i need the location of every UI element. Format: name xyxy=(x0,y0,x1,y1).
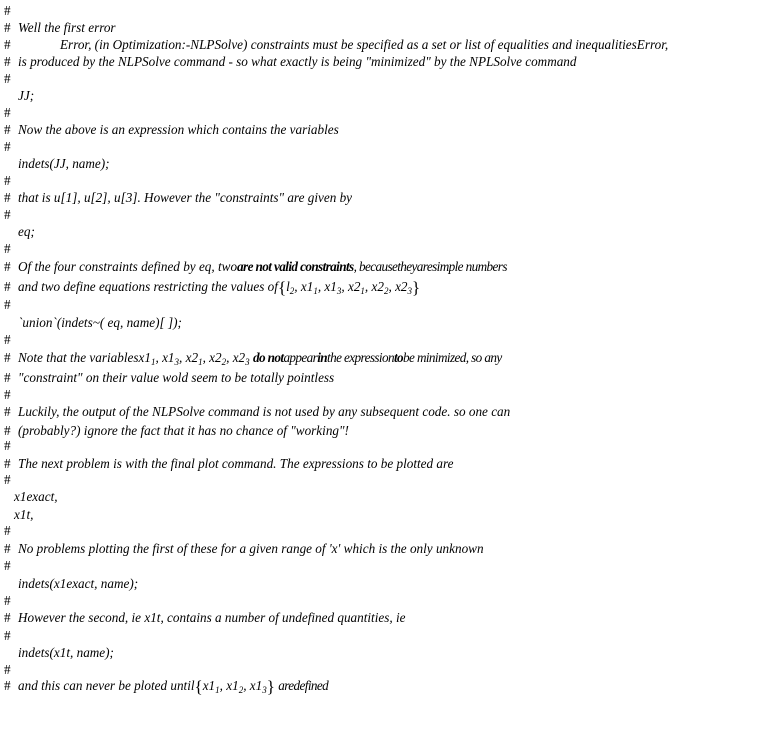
comment-text: Note that the $variablesx1_1$, $x1_3$, $x2_1$, $x2_2$, $x2_3$ do notappearinthe expressiontobe minimized, so any xyxy=(18,350,502,367)
hash-prompt: # xyxy=(4,541,11,556)
hash-prompt: # xyxy=(4,332,11,347)
math-set: {$x1_1$, $x1_2$, $x1_3$} xyxy=(194,677,275,696)
comment-text: (probably?) ignore the fact that it has no chance of "working"! xyxy=(18,423,349,438)
math-input: `union`(indets~( eq, name)[ ]); xyxy=(18,315,182,330)
hash-prompt: # xyxy=(4,259,11,274)
hash-prompt: # xyxy=(4,139,11,154)
comment-text: and two define equations restricting the values $of\{l_2$, $x1_1$, $x1_3$, $x2_1$, $x2_2$, $x2_3$} xyxy=(18,278,421,297)
variable-list: $x1_1$, $x1_3$, $x2_1$, $x2_2$, $x2_3$ xyxy=(138,350,250,367)
comment-text: No problems plotting the first of these for a given range of 'x' which is the only unknown xyxy=(18,541,484,556)
right-brace: } xyxy=(266,677,275,696)
bold-text: are not valid constraints xyxy=(237,259,354,274)
comment-text: The next problem is with the final plot command. The expressions to be plotted are xyxy=(18,456,454,471)
hash-prompt: # xyxy=(4,297,11,312)
hash-prompt: # xyxy=(4,662,11,677)
hash-prompt: # xyxy=(4,279,11,294)
math-input: indets(x1t, name); xyxy=(18,645,114,660)
hash-prompt: # xyxy=(4,423,11,438)
math-variable: $x2_1$ xyxy=(185,350,203,367)
hash-prompt: # xyxy=(4,190,11,205)
hash-prompt: # xyxy=(4,370,11,385)
left-brace: { xyxy=(277,278,287,297)
hash-prompt: # xyxy=(4,678,11,693)
hash-prompt: # xyxy=(4,105,11,120)
math-input: JJ; xyxy=(18,88,35,103)
error-message-text: Error, (in Optimization:-NLPSolve) constraints must be specified as a set or list of equalities and inequalitiesError, xyxy=(60,37,669,52)
comment-text: However the second, ie x1t, contains a number of undefined quantities, ie xyxy=(18,610,406,625)
hash-prompt: # xyxy=(4,207,11,222)
hash-prompt: # xyxy=(4,350,11,365)
hash-prompt: # xyxy=(4,456,11,471)
hash-prompt: # xyxy=(4,54,11,69)
hash-prompt: # xyxy=(4,37,11,52)
hash-prompt: # xyxy=(4,558,11,573)
comment-text: is produced by the NLPSolve command - so what exactly is being "minimized" by the NPLSolve command xyxy=(18,54,577,69)
set-item: $l_2$ xyxy=(286,279,295,296)
hash-prompt: # xyxy=(4,387,11,402)
set-item: $x2_3$ xyxy=(395,279,413,296)
math-variable: $x1_3$ xyxy=(162,350,180,367)
set-item: $x1_2$ xyxy=(226,678,244,695)
hash-prompt: # xyxy=(4,241,11,256)
math-input: x1exact, xyxy=(14,489,58,504)
comment-text-tail: be minimized, so any xyxy=(403,350,502,365)
comment-text: and this can never be ploted $until\{x1_1$, $x1_2$, $x1_3$} aredefined xyxy=(18,677,329,696)
comment-text: that is u[1], u[2], u[3]. However the "constraints" are given by xyxy=(18,190,353,205)
set-item: $x2_1$ xyxy=(347,279,365,296)
comment-text: Luckily, the output of the NLPSolve command is not used by any subsequent code. so one can xyxy=(18,404,511,419)
comment-text-part: appear xyxy=(283,350,318,365)
comment-text-tail: , becausetheyaresimple numbers xyxy=(353,259,507,274)
bold-text: to xyxy=(393,350,403,365)
set-item: $x1_1$ xyxy=(300,279,318,296)
math-input: indets(x1exact, name); xyxy=(18,576,139,591)
hash-prompt: # xyxy=(4,173,11,188)
set-item: $x2_2$ xyxy=(371,279,389,296)
hash-prompt: # xyxy=(4,472,11,487)
math-input: indets(JJ, name); xyxy=(18,156,110,171)
hash-prompt: # xyxy=(4,523,11,538)
comment-text: Well the first error xyxy=(18,20,116,35)
set-item: $x1_3$ xyxy=(249,678,267,695)
bold-text: do not xyxy=(252,350,284,365)
math-variable: $x2_2$ xyxy=(209,350,227,367)
set-item: $x1_3$ xyxy=(324,279,342,296)
comment-text-part: the expression xyxy=(327,350,394,365)
comment-text-tail: aredefined xyxy=(278,678,329,693)
hash-prompt: # xyxy=(4,628,11,643)
hash-prompt: # xyxy=(4,404,11,419)
math-variable: $x2_3$ xyxy=(232,350,250,367)
math-input: x1t, xyxy=(14,507,34,522)
hash-prompt: # xyxy=(4,20,11,35)
math-variable: $x1_1$ xyxy=(138,350,156,367)
comment-text: "constraint" on their value wold seem to be totally pointless xyxy=(18,370,335,385)
comment-text: Of the four constraints defined by eq, twoare not valid constraints, becausetheyaresimple numbers xyxy=(18,259,507,274)
math-input: eq; xyxy=(18,224,35,239)
hash-prompt: # xyxy=(4,122,11,137)
bold-text: in xyxy=(317,350,328,365)
right-brace: } xyxy=(412,278,421,297)
comment-text: Now the above is an expression which contains the variables xyxy=(18,122,339,137)
math-set: {$l_2$, $x1_1$, $x1_3$, $x2_1$, $x2_2$, $x2_3$} xyxy=(277,278,421,297)
hash-prompt: # xyxy=(4,3,11,18)
hash-prompt: # xyxy=(4,593,11,608)
set-item: $x1_1$ xyxy=(202,678,220,695)
hash-prompt: # xyxy=(4,71,11,86)
hash-prompt: # xyxy=(4,438,11,453)
hash-prompt: # xyxy=(4,610,11,625)
left-brace: { xyxy=(194,677,203,696)
